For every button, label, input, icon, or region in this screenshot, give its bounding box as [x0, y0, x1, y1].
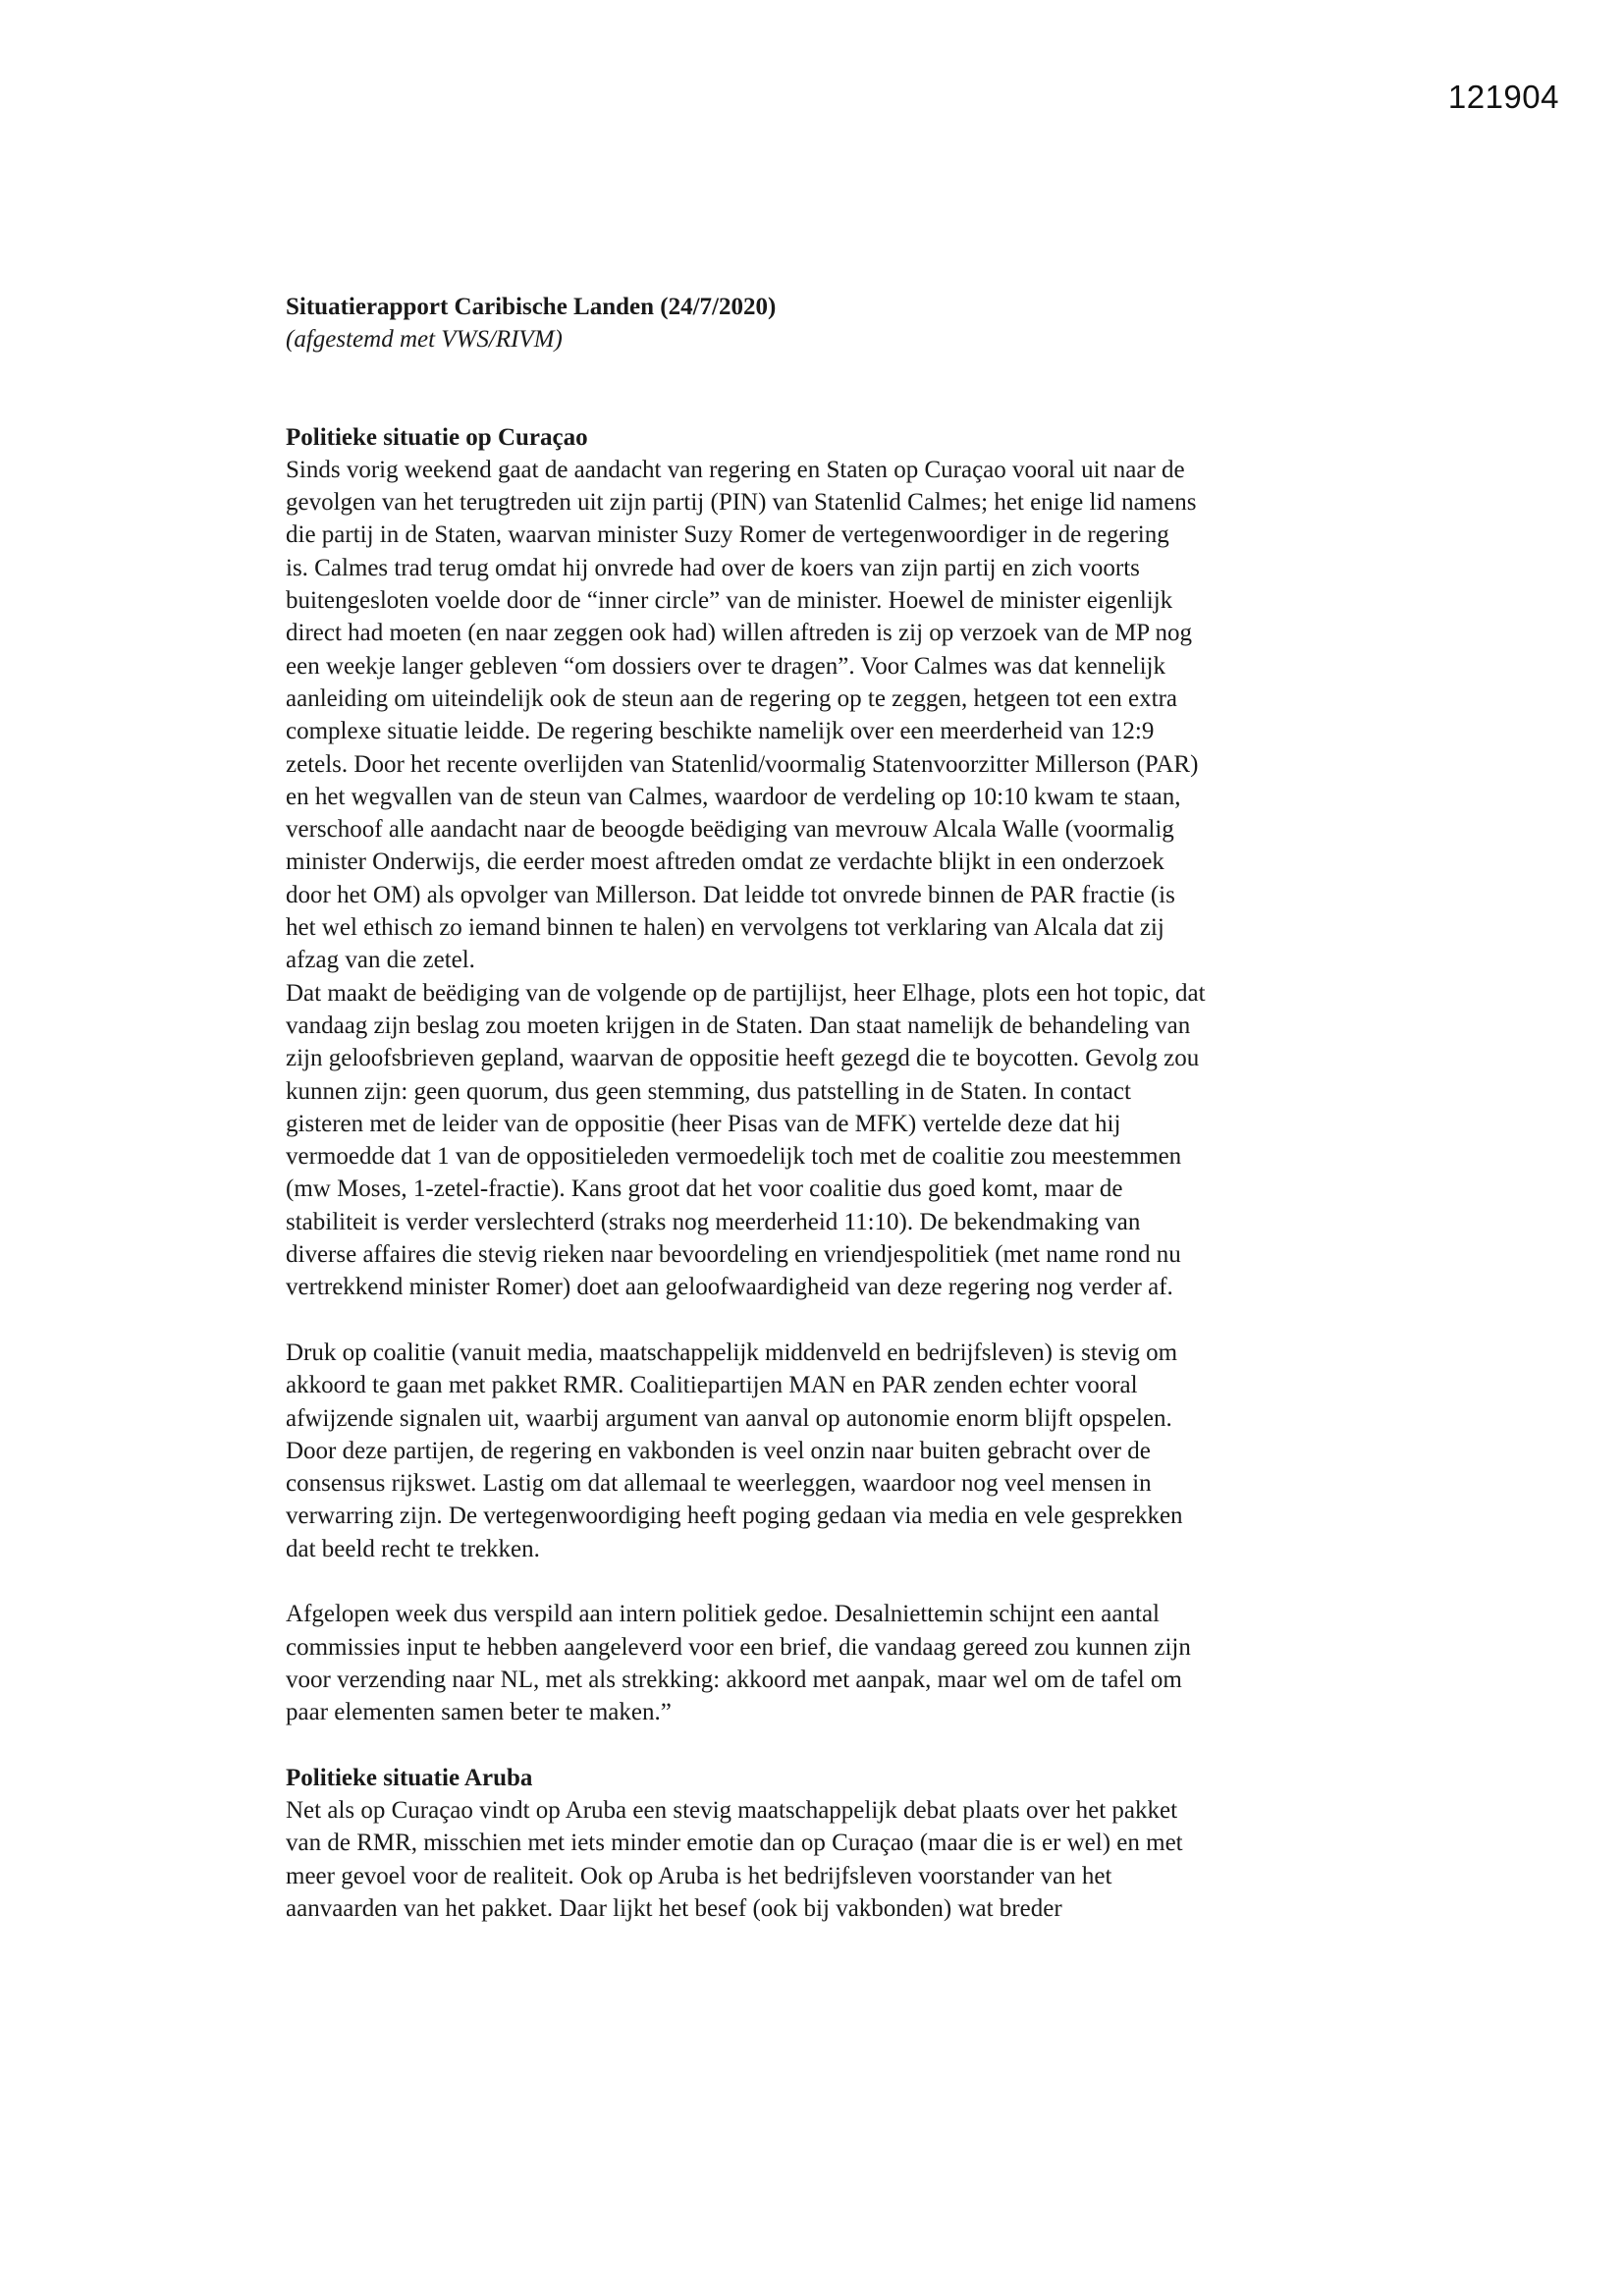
text-line: (mw Moses, 1-zetel-fractie). Kans groot dat het voor coalitie dus goed komt, maar de [286, 1175, 1123, 1203]
paragraph-spacer [286, 1304, 1356, 1337]
text-line: aanvaarden van het pakket. Daar lijkt het besef (ook bij vakbonden) wat breder [286, 1894, 1062, 1922]
text-line: afwijzende signalen uit, waarbij argument van aanval op autonomie enorm blijft opspelen. [286, 1404, 1172, 1432]
text-line: minister Onderwijs, die eerder moest aftreden omdat ze verdachte blijkt in een onderzoek [286, 848, 1164, 876]
sections-container [286, 421, 1356, 1926]
section [286, 1762, 1356, 1925]
paragraph [286, 454, 1356, 1304]
title-block [286, 291, 1356, 356]
section-heading: Politieke situatie op Curaçao [286, 423, 588, 451]
text-line: zetels. Door het recente overlijden van Statenlid/voormalig Statenvoorzitter Millerson (PAR) [286, 750, 1199, 778]
paragraph [286, 1337, 1356, 1565]
text-line: dat beeld recht te trekken. [286, 1535, 540, 1562]
text-line: meer gevoel voor de realiteit. Ook op Aruba is het bedrijfsleven voorstander van het [286, 1862, 1112, 1889]
text-line: Dat maakt de beëdiging van de volgende op de partijlijst, heer Elhage, plots een hot topic, dat [286, 979, 1206, 1007]
text-line: die partij in de Staten, waarvan minister Suzy Romer de vertegenwoordiger in de regering [286, 521, 1169, 549]
paragraph [286, 1598, 1356, 1728]
text-line: Sinds vorig weekend gaat de aandacht van regering en Staten op Curaçao vooral uit naar de [286, 456, 1185, 483]
text-line: Door deze partijen, de regering en vakbonden is veel onzin naar buiten gebracht over de [286, 1437, 1151, 1464]
text-line: van de RMR, misschien met iets minder emotie dan op Curaçao (maar die is er wel) en met [286, 1830, 1183, 1857]
text-line: vermoedde dat 1 van de oppositieleden vermoedelijk toch met de coalitie zou meestemmen [286, 1143, 1182, 1171]
text-line: Net als op Curaçao vindt op Aruba een stevig maatschappelijk debat plaats over het pakket [286, 1797, 1178, 1825]
document-body [286, 291, 1356, 1925]
text-line: het wel ethisch zo iemand binnen te halen) en vervolgens tot verklaring van Alcala dat zij [286, 914, 1164, 942]
text-line: Druk op coalitie (vanuit media, maatschappelijk middenveld en bedrijfsleven) is stevig om [286, 1339, 1178, 1366]
text-line: paar elementen samen beter te maken.” [286, 1699, 672, 1726]
text-line: kunnen zijn: geen quorum, dus geen stemming, dus patstelling in de Staten. In contact [286, 1077, 1131, 1105]
text-line: afzag van die zetel. [286, 947, 475, 974]
text-line: is. Calmes trad terug omdat hij onvrede had over de koers van zijn partij en zich voorts [286, 554, 1140, 581]
text-line: vertrekkend minister Romer) doet aan geloofwaardigheid van deze regering nog verder af. [286, 1274, 1173, 1301]
text-line: commissies input te hebben aangeleverd voor een brief, die vandaag gereed zou kunnen zijn [286, 1633, 1191, 1661]
section-heading: Politieke situatie Aruba [286, 1764, 533, 1791]
text-line: consensus rijkswet. Lastig om dat allemaal te weerleggen, waardoor nog veel mensen in [286, 1470, 1152, 1498]
text-line: diverse affaires die stevig rieken naar bevoordeling en vriendjespolitiek (met name rond nu [286, 1241, 1181, 1269]
text-line: stabiliteit is verder verslechterd (straks nog meerderheid 11:10). De bekendmaking van [286, 1208, 1141, 1235]
text-line: en het wegvallen van de steun van Calmes, waardoor de verdeling op 10:10 kwam te staan, [286, 783, 1181, 810]
text-line: buitengesloten voelde door de “inner circle” van de minister. Hoewel de minister eigenlijk [286, 587, 1173, 615]
section [286, 421, 1356, 1762]
text-line: akkoord te gaan met pakket RMR. Coalitiepartijen MAN en PAR zenden echter vooral [286, 1372, 1138, 1399]
paragraph-spacer [286, 1565, 1356, 1598]
document-subtitle: (afgestemd met VWS/RIVM) [286, 326, 563, 354]
text-line: gisteren met de leider van de oppositie (heer Pisas van de MFK) vertelde deze dat hij [286, 1110, 1121, 1137]
text-line: direct had moeten (en naar zeggen ook had) willen aftreden is zij op verzoek van de MP nog [286, 620, 1193, 647]
text-line: vandaag zijn beslag zou moeten krijgen in de Staten. Dan staat namelijk de behandeling van [286, 1011, 1191, 1039]
document-title: Situatierapport Caribische Landen (24/7/2020) [286, 294, 777, 320]
text-line: door het OM) als opvolger van Millerson. Dat leidde tot onvrede binnen de PAR fractie (is [286, 881, 1175, 908]
text-line: een weekje langer gebleven “om dossiers over te dragen”. Voor Calmes was dat kennelijk [286, 652, 1165, 680]
text-line: verschoof alle aandacht naar de beoogde beëdiging van mevrouw Alcala Walle (voormalig [286, 816, 1174, 844]
text-line: voor verzending naar NL, met als strekking: akkoord met aanpak, maar wel om de tafel om [286, 1666, 1182, 1693]
text-line: aanleiding om uiteindelijk ook de steun aan de regering op te zeggen, hetgeen tot een extra [286, 684, 1177, 712]
text-line: zijn geloofsbrieven gepland, waarvan de oppositie heeft gezegd die te boycotten. Gevolg zou [286, 1045, 1200, 1072]
paragraph [286, 1794, 1356, 1925]
text-line: Afgelopen week dus verspild aan intern politiek gedoe. Desalniettemin schijnt een aantal [286, 1601, 1160, 1628]
text-line: gevolgen van het terugtreden uit zijn partij (PIN) van Statenlid Calmes; het enige lid namens [286, 489, 1197, 517]
section-spacer [286, 1728, 1356, 1761]
text-line: complexe situatie leidde. De regering beschikte namelijk over een meerderheid van 12:9 [286, 718, 1155, 745]
document-number: 121904 [1447, 79, 1559, 115]
text-line: verwarring zijn. De vertegenwoordiging heeft poging gedaan via media en vele gesprekken [286, 1503, 1183, 1530]
